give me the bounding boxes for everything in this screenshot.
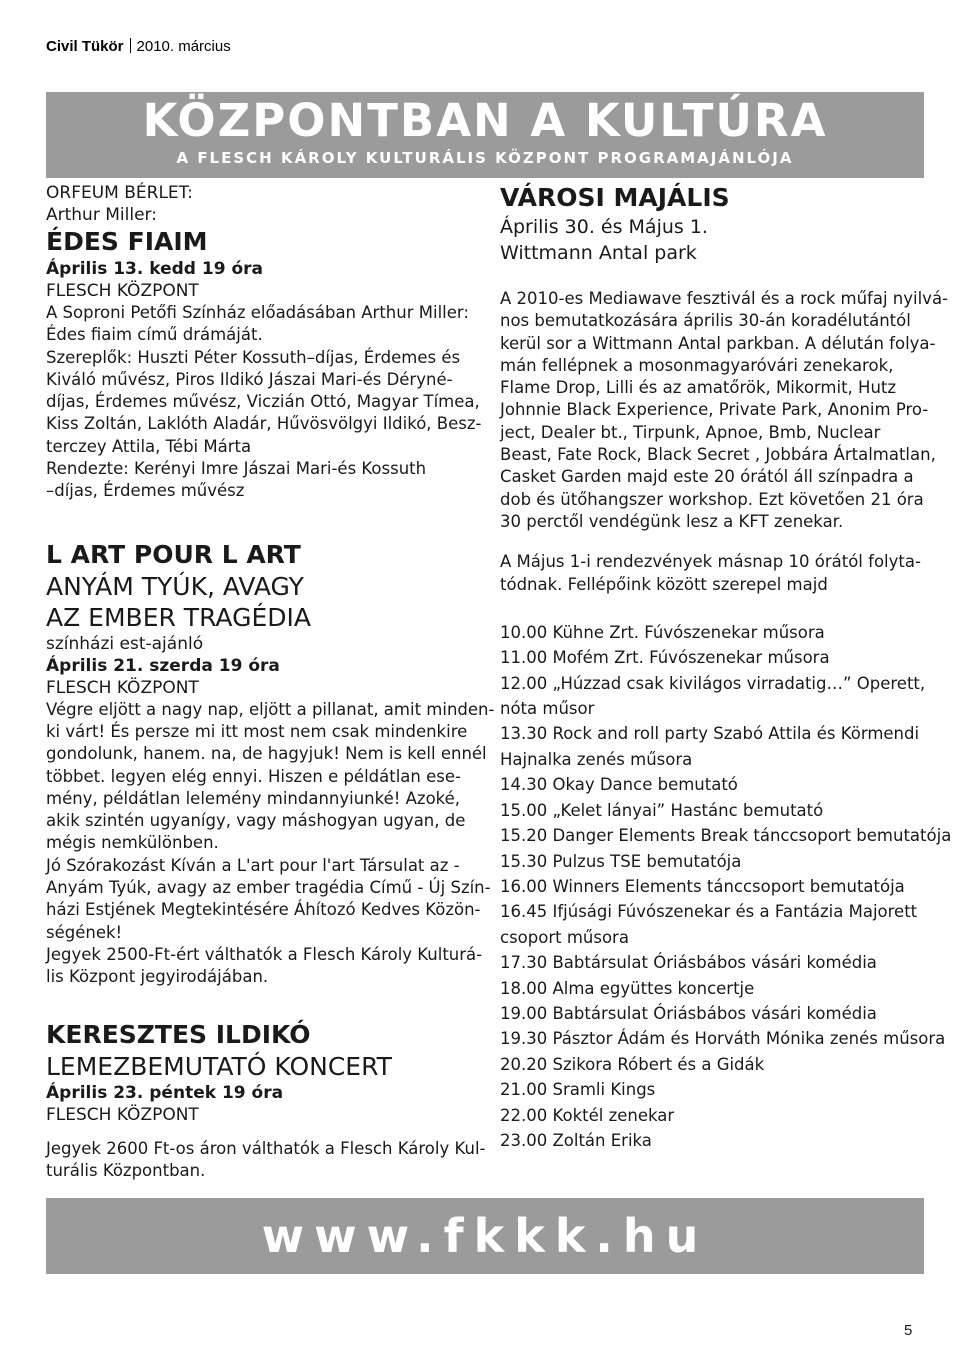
event-date: Április 21. szerda 19 óra [46,655,280,676]
author-label: Arthur Miller: [46,205,157,225]
schedule-item: 16.00 Winners Elements tánccsoport bemutatója [500,876,905,896]
body-line: Rendezte: Kerényi Imre Jászai Mari-és Kossuth [46,459,427,479]
schedule-list [500,620,952,1154]
body-line: Végre eljött a nagy nap, eljött a pillanat, amit minden- [46,699,495,719]
majalis-title: VÁROSI MAJÁLIS [500,183,730,212]
body-line: ségének! [46,922,123,942]
schedule-item: 21.00 Sramli Kings [500,1080,656,1100]
event-subtitle: ANYÁM TYÚK, AVAGY [46,571,304,601]
schedule-item: 14.30 Okay Dance bemutató [500,775,738,795]
body-line: lis Központ jegyirodájában. [46,967,269,987]
majalis-body [500,288,949,533]
schedule-item: nóta műsor [500,699,595,719]
publication-name: Civil Tükör [46,38,124,55]
event-subtitle: LEMEZBEMUTATÓ KONCERT [46,1051,392,1081]
body-line: kerül sor a Wittmann Antal parkban. A délután folya- [500,333,936,353]
spacer [46,1126,471,1138]
spacer [500,266,930,288]
body-line: házi Estjének Megtekintésére Áhítozó Kedves Közön- [46,900,481,920]
majalis-date: Április 30. és Május 1. [500,216,708,238]
event-lart [46,539,495,989]
left-column [46,182,495,1182]
event-venue: FLESCH KÖZPONT [46,1104,199,1125]
body-line: Édes fiaim című drámáját. [46,325,263,345]
event-title: KERESZTES ILDIKÓ [46,1019,311,1049]
spacer [500,596,930,620]
schedule-item: 15.20 Danger Elements Break tánccsoport bemutatója [500,826,952,846]
schedule-item: 10.00 Kühne Zrt. Fúvószenekar műsora [500,622,825,642]
title-banner [46,92,924,178]
event-kind: színházi est-ajánló [46,633,204,654]
body-line: ki várt! És persze mi itt most nem csak mindenkire [46,721,468,741]
schedule-item: 13.30 Rock and roll party Szabó Attila és Körmendi [500,724,920,744]
body-line: többet. legyen elég ennyi. Hiszen e példátlan ese- [46,766,461,786]
schedule-item: 17.30 Babtársulat Óriásbábos vásári komédia [500,953,877,973]
body-line: tódnak. Fellépőink között szerepel majd [500,574,828,594]
may-intro [500,551,930,596]
event-title: L ART POUR L ART [46,539,301,569]
body-line: 30 perctől vendégünk lesz a KFT zenekar. [500,511,844,531]
schedule-item: 16.45 Ifjúsági Fúvószenekar és a Fantázia Majorett [500,902,918,922]
schedule-item: 15.30 Pulzus TSE bemutatója [500,851,742,871]
schedule-item: Hajnalka zenés műsora [500,749,693,769]
divider [130,38,131,53]
body-line: Jegyek 2500-Ft-ért válthatók a Flesch Károly Kulturá- [46,944,483,964]
body-line: A Május 1-i rendezvények másnap 10 órától folyta- [500,552,921,572]
schedule-item: 11.00 Mofém Zrt. Fúvószenekar műsora [500,648,830,668]
body-line: akik szintén ugyanígy, vagy máshogyan ugyan, de [46,811,466,831]
majalis-place: Wittmann Antal park [500,242,697,264]
running-head [46,38,231,55]
issue-date: 2010. március [136,38,231,55]
body-line: Kiváló művész, Piros Ildikó Jászai Mari-és Déryné- [46,369,453,389]
body-line: díjas, Érdemes művész, Viczián Ottó, Magyar Tímea, [46,392,480,412]
subscription-label: ORFEUM BÉRLET: [46,183,193,203]
event-date: Április 13. kedd 19 óra [46,259,264,279]
right-column [500,182,952,1153]
schedule-item: 18.00 Alma együttes koncertje [500,978,755,998]
event-subtitle: AZ EMBER TRAGÉDIA [46,602,311,632]
body-line: Casket Garden majd este 20 órától áll színpadra a [500,467,914,487]
banner-subtitle: A FLESCH KÁROLY KULTURÁLIS KÖZPONT PROGRAMAJÁNLÓJA [176,149,794,167]
event-title: ÉDES FIAIM [46,227,208,256]
banner-title: KÖZPONTBAN A KULTÚRA [142,94,828,147]
event-date: Április 23. péntek 19 óra [46,1082,284,1103]
event-keresztes [46,1019,486,1183]
body-line: mán fellépnek a mosonmagyaróvári zenekarok, [500,355,894,375]
body-line: Jó Szórakozást Kíván a L'art pour l'art Társulat az - [46,855,460,875]
schedule-item: csoport műsora [500,927,629,947]
page-number: 5 [904,1322,913,1339]
schedule-item: 19.30 Pásztor Ádám és Horváth Mónika zenés műsora [500,1029,946,1049]
body-line: turális Központban. [46,1160,206,1180]
body-line: nos bemutatkozására április 30-án koradélutántól [500,311,911,331]
event-venue: FLESCH KÖZPONT [46,281,199,301]
body-line: Kiss Zoltán, Laklóth Aladár, Hűvösvölgyi Ildikó, Besz- [46,414,482,434]
body-line: gondolunk, hanem. na, de hagyjuk! Nem is kell ennél [46,744,487,764]
body-line: A 2010-es Mediawave fesztivál és a rock műfaj nyilvá- [500,289,949,308]
body-line: ject, Dealer bt., Tirpunk, Apnoe, Bmb, Nuclear [500,422,881,442]
spacer [500,533,930,551]
event-venue: FLESCH KÖZPONT [46,677,199,698]
body-line: A Soproni Petőfi Színház előadásában Arthur Miller: [46,303,469,322]
body-line: mény, példátlan lelemény mindannyiunké! Azoké, [46,788,461,808]
schedule-item: 19.00 Babtársulat Óriásbábos vásári komédia [500,1003,877,1023]
body-line: Johnnie Black Experience, Private Park, Anonim Pro- [500,400,929,420]
body-line: mégis nemkülönben. [46,833,219,853]
spacer [46,989,471,1019]
body-line: Flame Drop, Lilli és az amatőrök, Mikormit, Hutz [500,378,897,398]
schedule-item: 15.00 „Kelet lányai” Hastánc bemutató [500,800,824,820]
schedule-item: 23.00 Zoltán Erika [500,1130,652,1150]
schedule-item: 22.00 Koktél zenekar [500,1105,675,1125]
body-line: –díjas, Érdemes művész [46,481,245,501]
website-link[interactable]: www.fkkk.hu [46,1198,924,1274]
body-line: terczey Attila, Tébi Márta [46,436,252,456]
spacer [46,503,471,539]
body-line: Anyám Tyúk, avagy az ember tragédia Című - Új Szín- [46,878,491,898]
body-line: Szereplők: Huszti Péter Kossuth–díjas, Érdemes és [46,347,461,367]
event-orfeum [46,182,482,503]
schedule-item: 12.00 „Húzzad csak kivilágos virradatig…” Operett, [500,673,926,693]
body-line: Jegyek 2600 Ft-os áron válthatók a Flesch Károly Kul- [46,1138,486,1158]
schedule-item: 20.20 Szikora Róbert és a Gidák [500,1054,765,1074]
body-line: Beast, Fate Rock, Black Secret , Jobbára Ártalmatlan, [500,445,936,465]
body-line: dob és ütőhangszer workshop. Ezt követően 21 óra [500,489,924,509]
